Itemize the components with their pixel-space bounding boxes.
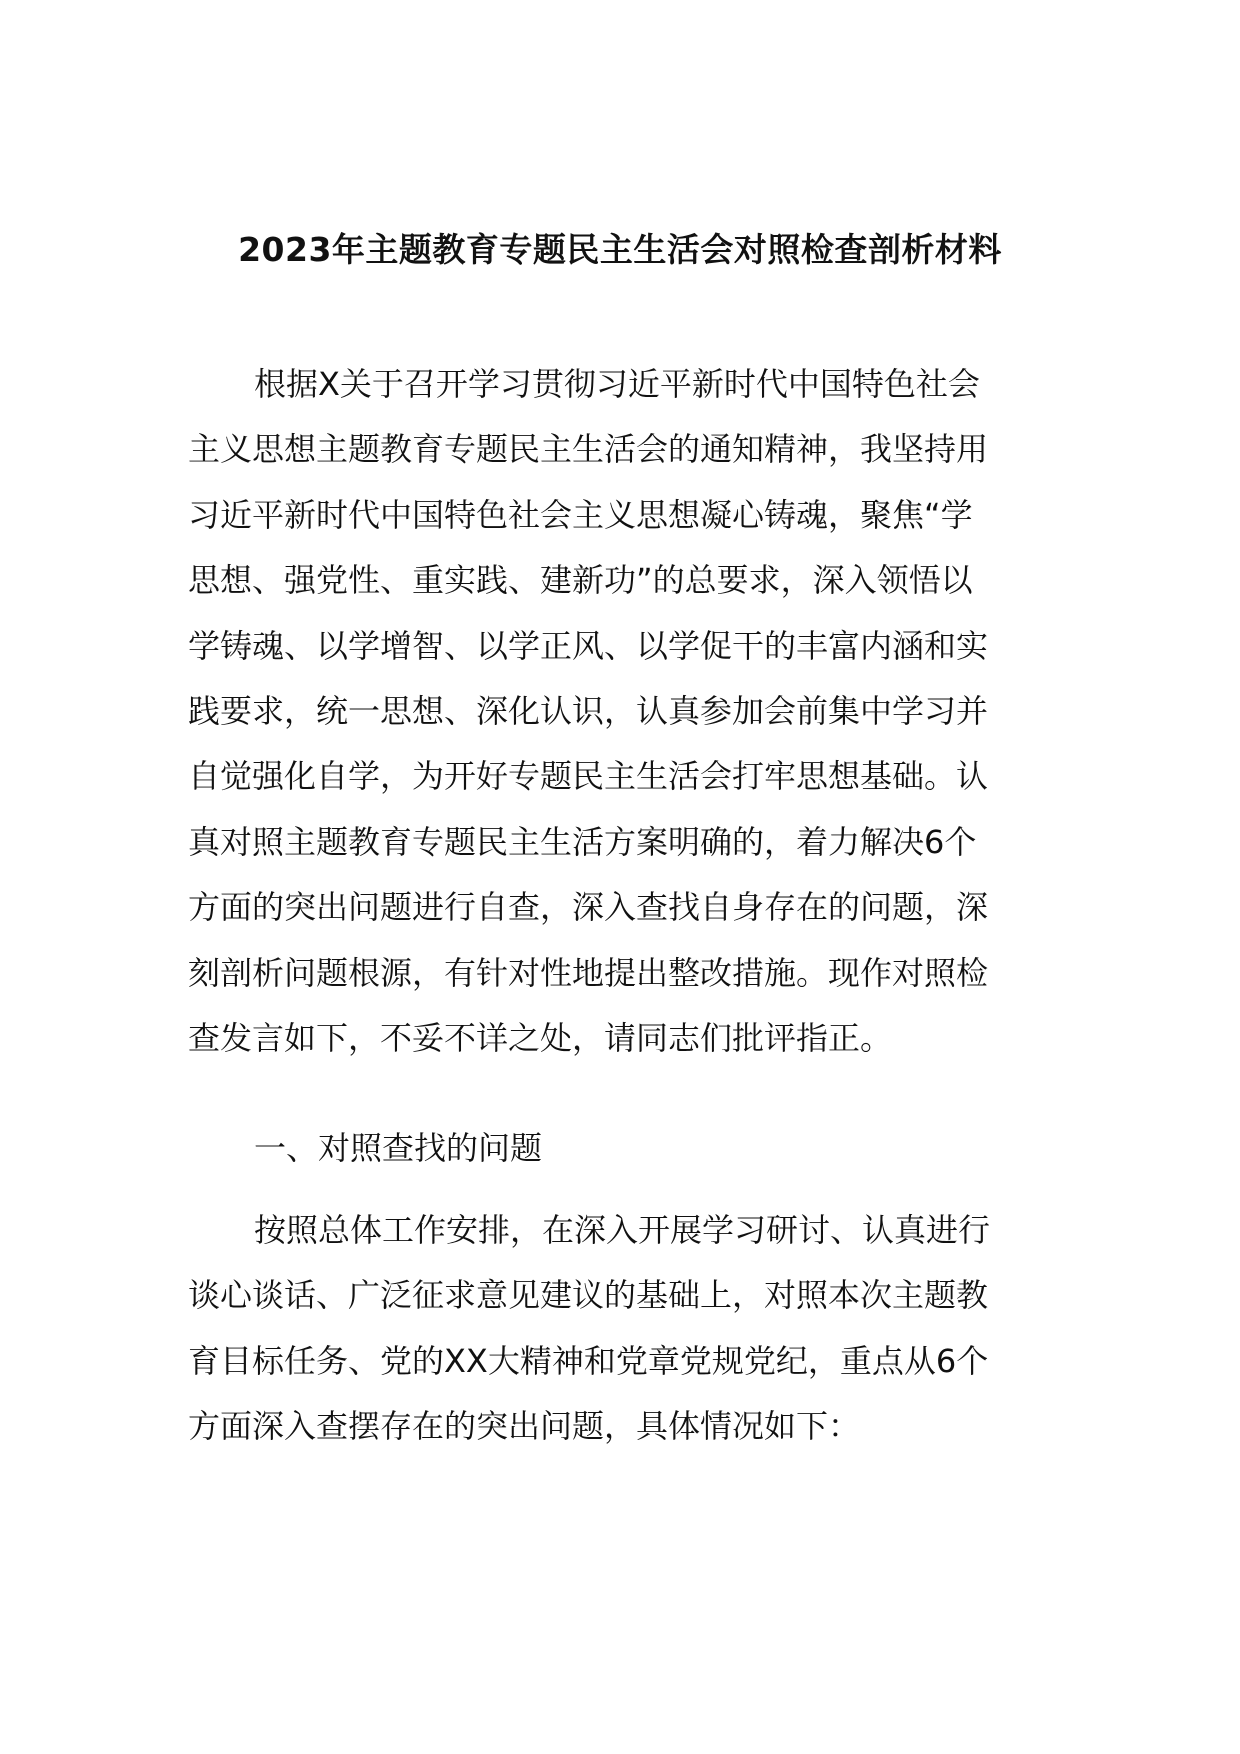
paragraph-problems <box>188 1198 1058 1460</box>
text-line: 践要求，统一思想、深化认识，认真参加会前集中学习并 <box>188 692 989 731</box>
text-line: 真对照主题教育专题民主生活方案明确的，着力解决6个 <box>188 822 977 861</box>
text-line: 主义思想主题教育专题民主生活会的通知精神，我坚持用 <box>188 430 989 469</box>
document-title: 2023年主题教育专题民主生活会对照检查剖析材料 <box>238 230 1002 269</box>
text-line: 学铸魂、以学增智、以学正风、以学促干的丰富内涵和实 <box>188 626 989 665</box>
text-line: 谈心谈话、广泛征求意见建议的基础上，对照本次主题教 <box>188 1276 989 1315</box>
text-line: 按照总体工作安排，在深入开展学习研讨、认真进行 <box>254 1211 991 1249</box>
text-line: 查发言如下，不妥不详之处，请同志们批评指正。 <box>188 1019 893 1058</box>
text-line: 思想、强党性、重实践、建新功”的总要求，深入领悟以 <box>188 561 973 600</box>
text-line: 方面深入查摆存在的突出问题，具体情况如下： <box>188 1407 861 1446</box>
paragraph-intro <box>188 352 1058 1071</box>
section-heading-1: 一、对照查找的问题 <box>254 1129 543 1167</box>
text-line: 刻剖析问题根源，有针对性地提出整改措施。现作对照检 <box>188 953 989 992</box>
text-line: 育目标任务、党的XX大精神和党章党规党纪，重点从6个 <box>188 1341 989 1380</box>
text-line: 方面的突出问题进行自查，深入查找自身存在的问题，深 <box>188 888 989 927</box>
text-line: 习近平新时代中国特色社会主义思想凝心铸魂，聚焦“学 <box>188 495 973 534</box>
text-line: 根据X关于召开学习贯彻习近平新时代中国特色社会 <box>254 365 980 403</box>
text-line: 自觉强化自学，为开好专题民主生活会打牢思想基础。认 <box>188 757 989 796</box>
